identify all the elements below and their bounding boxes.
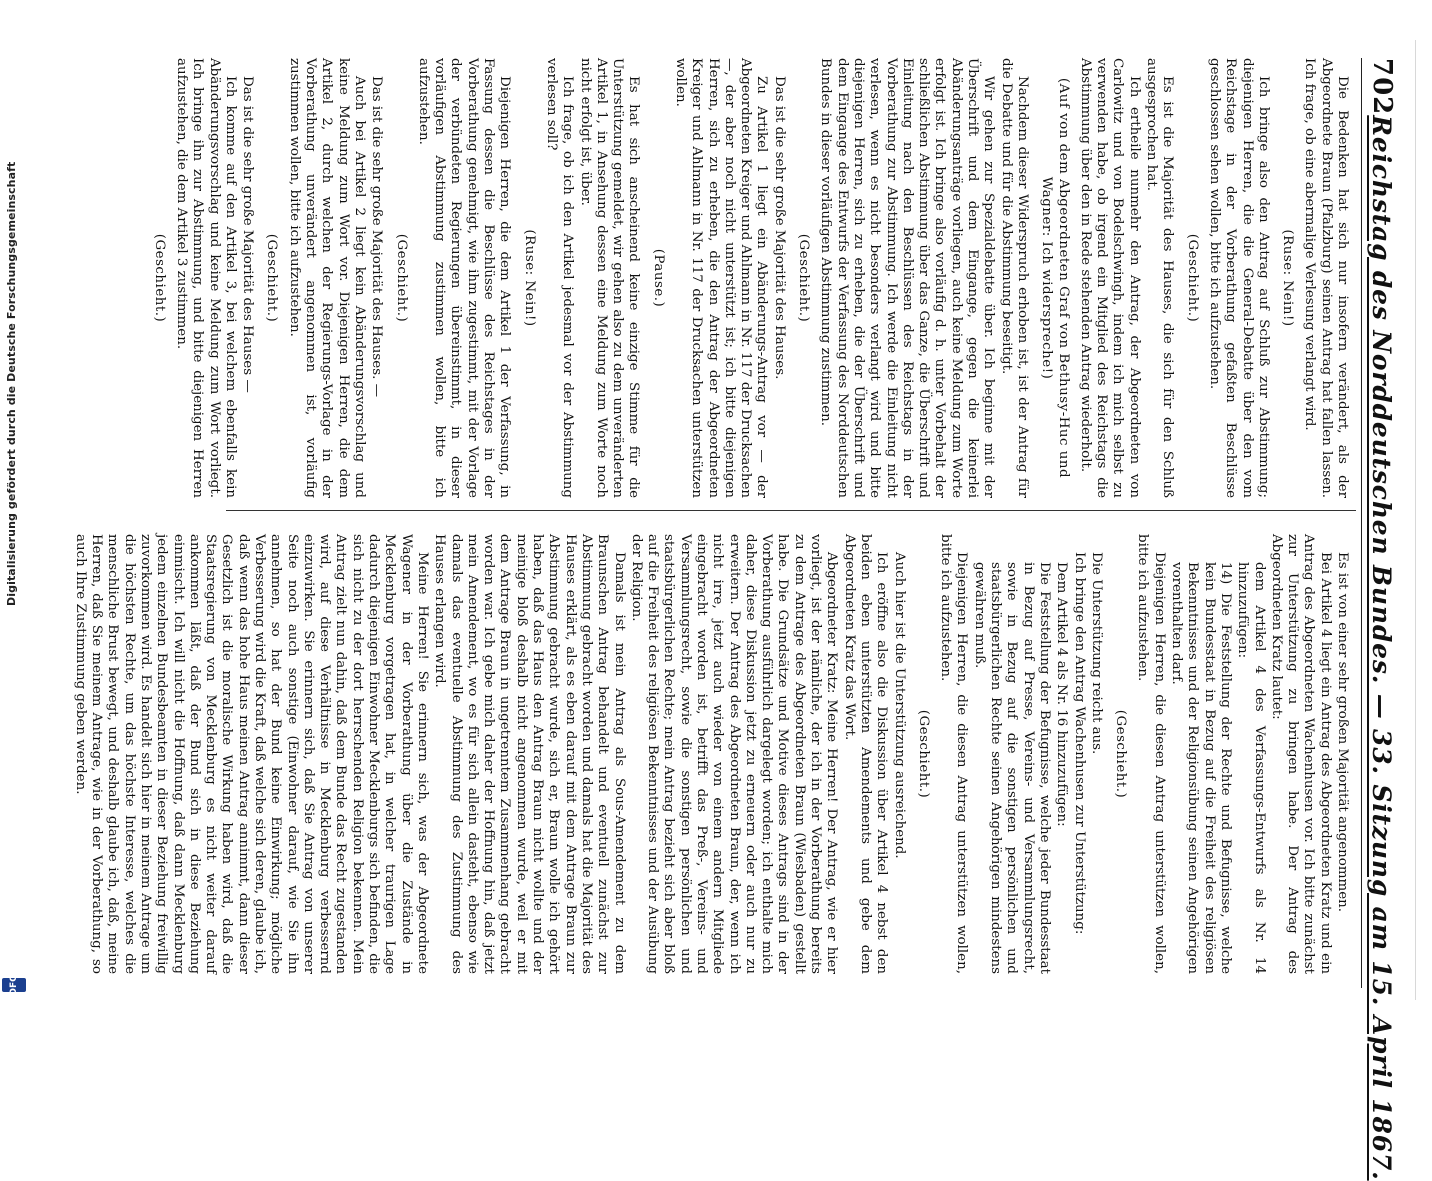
page-header — [1361, 58, 1402, 1181]
paragraph: Nachdem dieser Widerspruch erhoben ist, ist der Antrag für die Debatte und für die Abstimmung beseitigt. — [998, 58, 1030, 498]
paragraph: Zu Artikel 1 liegt ein Abänderungs-Antrag vor — der Abgeordneten Kreiger und Ahlmann in Nr. 117 der Drucksachen —, der aber noch nicht unterstützt ist; ich bitte diejenigen Herren, sich zu erheben, die den Antrag der Abgeordneten Kreiger und Ahlmann in Nr. 117 der Drucksachen unterstützen wollen. — [673, 58, 770, 498]
paragraph: Diejenigen Herren, die diesen Antrag unterstützen wollen, bitte ich aufzustehen. — [938, 534, 970, 974]
protocol-remark: (Geschieht.) — [915, 709, 931, 799]
digitization-note: Digitalisierung gefördert durch die Deutsche Forschungsgemeinschaft — [4, 161, 18, 606]
paragraph: Auch hier ist die Unterstützung ausreichend. — [891, 552, 907, 859]
paragraph: Diejenigen Herren, die diesen Antrag unterstützen wollen, bitte ich aufzustehen. — [1135, 534, 1167, 974]
paragraph: Ich bringe also den Antrag auf Schluß zur Abstimmung; diejenigen Herren, die die General-Debatte über den vom Reichstage in der Vorberathung gefaßten Beschlüsse geschlossen sehen wollen, bitte ich aufzustehen. — [1206, 58, 1271, 498]
paragraph: dem Artikel 4 des Verfassungs-Entwurfs als Nr. 14 hinzuzufügen: — [1235, 562, 1267, 974]
paragraph: Das ist die sehr große Majorität des Hauses — — [240, 76, 256, 393]
left-column — [151, 58, 1350, 498]
paragraph: Ich ertheile nunmehr den Antrag, der Abgeordneten von Carlowitz und von Bodelschwingh, indem ich mich selbst zu verwenden habe, ob irgend ein Mitglied des Reichstags die Abstimmung über den in Rede stehenden Antrag wiederholt. — [1077, 58, 1142, 498]
protocol-remark: (Geschieht.) — [393, 233, 409, 323]
paragraph: Es ist von einer sehr großen Majorität angenommen. — [1335, 552, 1350, 913]
paragraph: Dem Artikel 4 als Nr. 16 hinzuzufügen: — [1054, 562, 1070, 827]
protocol-remark: (Pause.) — [650, 248, 666, 308]
paragraph: Es ist die Majorität des Hauses, die sich für den Schluß ausgesprochen hat. — [1144, 58, 1176, 498]
paragraph: Die Unterstützung reicht aus. — [1088, 552, 1104, 755]
paragraph: Auch bei Artikel 2 liegt kein Abänderungsvorschlag und keine Meldung zum Wort vor. Diejenigen Herren, die dem Artikel 2, durch welchen der Regierungs-Vorlage in der Vorberathung unverändert angenommen ist, vorläufig zustimmen wollen, bitte ich aufzustehen. — [286, 58, 367, 498]
paragraph: Abgeordneter Kratz: Meine Herren! Der Antrag, wie er hier vorliegt, ist der nämliche, der ich in der Vorberathung bereits zu dem Antrage des Abgeordneten Braun (Wiesbaden) gestellt habe. Die Grundsätze und Motive dieses Antrags sind in der Vorberathung ausführlich dargelegt worden; ich enthalte mich daher, diese Diskussion jetzt zu erneuern oder auch nur zu erweitern. Der Antrag des Abgeordneten Braun, der, wenn ich nicht irre, jetzt auch wieder von einem andern Mitgliede eingebracht worden ist, betrifft das Preß-, Vereins- und Versammlungsrecht, sowie die sonstigen persönlichen und staatsbürgerlichen Rechte; mein Antrag bezieht sich aber bloß auf die Freiheit des religiösen Bekenntnisses und der Ausübung der Religion. — [628, 534, 840, 974]
column-divider — [226, 510, 1356, 511]
paragraph: Das ist die sehr große Majorität des Hauses. — — [369, 76, 385, 397]
paragraph: Ich komme auf den Artikel 3, bei welchem ebenfalls kein Abänderungsvorschlag und keine Meldung zum Wort vorliegt. Ich bringe ihn zur Abstimmung, und bitte diejenigen Herren aufzustehen, die dem Artikel 3 zustimmen. — [174, 58, 238, 498]
paragraph: Bei Artikel 4 liegt ein Antrag des Abgeordneten Kratz und ein Antrag des Abgeordneten Wachenhusen vor. Ich bitte zunächst zur Unterstützung zu bringen habe. Der Antrag des Abgeordneten Kratz lautet: — [1268, 534, 1333, 974]
running-title: Reichstag des Norddeutschen Bundes. — 33. Sitzung am 15. April 1867. — [1367, 115, 1397, 1181]
protocol-remark: (Geschieht.) — [796, 233, 812, 323]
paragraph: Das ist die sehr große Majorität des Hauses. — [771, 76, 787, 380]
protocol-remark: (Ruse: Nein!) — [1280, 229, 1296, 327]
paragraph: Ich bringe den Antrag Wachenhusen zur Unterstützung: — [1071, 552, 1087, 935]
protocol-remark: (Geschieht.) — [151, 233, 167, 323]
dfg-logo: DFG — [2, 978, 26, 992]
paragraph: 14) Die Feststellung der Rechte und Befugnisse, welche kein Bundesstaat in Bezug auf die Freiheit des religiösen Bekenntnisses und der Religionsübung seinen Angehörigen vorenthalten darf. — [1169, 562, 1233, 974]
protocol-remark: (Geschieht.) — [1113, 709, 1129, 799]
paragraph: Wir gehen zur Spezialdebatte über. Ich beginne mit der Überschrift und dem Eingange, gegen die keinerlei Abänderungsanträge vorliegen, auch keine Meldung zum Worte erfolgt ist. Ich bringe also vorläufig d. h. unter Vorbehalt der schließlichen Abstimmung über das Ganze, die Überschrift und Einleitung nach den Beschlüssen des Reichstags in der Vorberathung zur Abstimmung. Ich werde die Einleitung nicht verlesen, wenn es nicht besonders verlangt wird und bitte diejenigen Herren, sich zu erheben, die der Überschrift und dem Eingange des Entwurfs der Verfassung des Norddeutschen Bundes in dieser vorläufigen Abstimmung zustimmen. — [818, 58, 997, 498]
protocol-remark: (Geschieht.) — [264, 233, 280, 323]
paragraph: Ich frage, ob ich den Artikel jedesmal vor der Abstimmung verlesen soll? — [543, 58, 576, 498]
paragraph: Diejenigen Herren, die dem Artikel 1 der Verfassung, in Fassung dessen die Beschlüsse des Reichstages in der Vorberathung genehmigt, wie ihm zugestimmt, mit der Vorlage der verbündeten Regierungen übereinstimmt, in dieser vorläufigen Abstimmung zustimmen wollen, bitte ich aufzustehen. — [415, 58, 513, 498]
paragraph: Es hat sich anscheinend keine einzige Stimme für die Unterstützung gemeldet, wir gehen also zu dem unveränderten Artikel 1, in Ansehung dessen eine Meldung zum Worte noch nicht erfolgt ist, über. — [577, 58, 642, 498]
paragraph: Die Bedenken hat sich nur insofern verändert, als der Abgeordnete Braun (Pfalzburg) seinen Antrag hat fallen lassen. Ich frage, ob eine abermalige Verlesung verlangt wird. — [1302, 58, 1350, 498]
paragraph: Damals ist mein Antrag als Sous-Amendement zu dem Braunschen Antrag behandelt und eventuell zunächst zur Abstimmung gebracht worden und damals hat die Majorität des Hauses erklärt, als es eben darauf mit dem Antrage Braun zur Abstimmung gebracht wurde, sich er, Braun wolle ich gehört haben, daß das Haus den Antrag Braun nicht wollte und der meinige bloß deshalb nicht angenommen wurde, weil er mit dem Antrage Braun in ungetrenntem Zusammenhang gebracht worden war. Ich gebe mich daher der Hoffnung hin, daß jetzt mein Amendement, wo es für sich allein dasteht, ebenso wie damals das eventuelle Abstimmung des Zustimmung des Hauses erlangen wird. — [432, 534, 627, 974]
paragraph: Die Feststellung der Befugnisse, welche jeder Bundesstaat in Bezug auf Presse, Vereins- und Versammlungsrecht, sowie in Bezug auf die sonstigen persönlichen und staatsbürgerlichen Rechte seinen Angehörigen mindestens gewähren muß. — [971, 562, 1052, 974]
protocol-remark: (Auf von dem Abgeordneten Graf von Bethusy-Huc und Wagner: Ich widerspreche!) — [1039, 77, 1071, 479]
paragraph: Meine Herren! Sie erinnern sich, was der Abgeordnete Wagener in der Vorberathung über die Zustände in Mecklenburg vorgetragen hat, in welcher traurigen Lage dadurch diejenigen Einwohner Mecklenburgs sich befinden, die sich nicht zu der dort herrschenden Religion bekennen. Mein Antrag zielt nun dahin, daß dem Bunde das Recht zugestanden wird, auf diese Verhältnisse in Mecklenburg verbessernd einzuwirken. Sie erinnern sich, daß Sie Antrag von unserer Seite noch auch sonstige (Einwohner darauf, wie Sie ihn annehmen, so hat der Bund keine Einwirkung; mögliche Verbesserung wird die Kraft, daß welche sich deren, glaube ich, daß wenn das hohe Haus meinen Antrag annimmt, dann dieser Gesetzlich ist die moralische Wirkung haben wird, daß die Staatsregierung von Mecklenburg es nicht weiter darauf ankommen läßt, daß der Bund sich in diese Beziehung einmischt. Ich will nicht die Hoffnung, daß dann Mecklenburg jedem einzelnen Bundesbeamten in dieser Beziehung freiwillig zuvorkommen wird. Es handelt sich hier in meinem Antrage um die höchsten Rechte, um das höchste Interesse, welches die menschliche Brust bewegt, und deshalb glaube ich, daß, meine Herren, daß Sie meinem Antrage, wie in der Vorberathung, so auch Ihre Zustimmung geben werden. — [72, 534, 430, 974]
paragraph: Ich eröffne also die Diskussion über Artikel 4 nebst den beiden eben unterstützten Amendements und gebe dem Abgeordneten Kratz das Wort. — [841, 534, 890, 974]
protocol-remark: (Ruse: Nein!) — [521, 229, 537, 327]
page-number: 702 — [1367, 58, 1397, 116]
scanned-page — [72, 40, 1416, 1181]
right-column — [72, 534, 1350, 974]
protocol-remark: (Geschieht.) — [1184, 233, 1200, 323]
